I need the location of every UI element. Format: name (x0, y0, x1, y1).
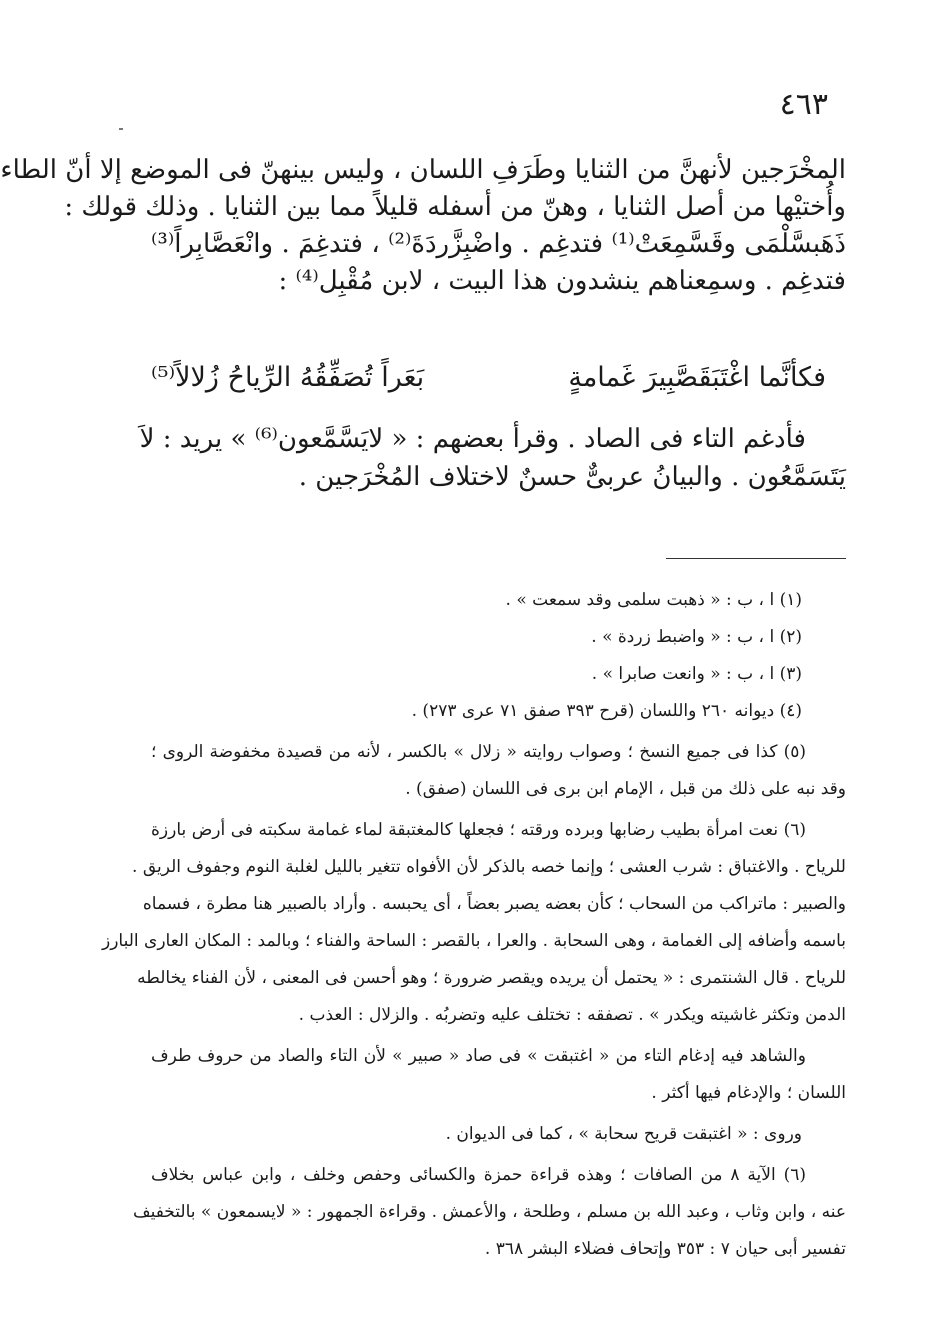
footnote-line: باسمه وأضافه إلى الغمامة ، وهى السحابة . والعرا ، بالقصر : الساحة والفناء ؛ وبالمد : المكان العارى البارز (102, 931, 846, 951)
main-text-line: المخْرَجين لأنهنَّ من الثنايا وطَرَفِ اللسان ، وليس بينهنّ فى الموضع إلا أنّ الطاء (0, 155, 846, 185)
footnote-line: عنه ، وابن وثاب ، وعبد الله بن مسلم ، وطلحة ، والأعمش . وقراءة الجمهور : « لايسمعون » بالتخفيف (132, 1202, 846, 1222)
verse-first-hemistich: فكأنَّما اغْتَبَقَصَّبِيرَ غَمامةٍ (568, 362, 826, 393)
footnote-line: (٥) كذا فى جميع النسخ ؛ وصواب روايته « زلال » بالكسر ، لأنه من قصيدة مخفوضة الروى ؛ (151, 742, 806, 762)
main-text-block (0, 152, 846, 300)
footnote-line: (٣) ا ، ب : « وانعت صابرا » . (591, 664, 802, 684)
page-number: ٤٦٣ (779, 87, 828, 122)
post-verse-line: فأدغم التاء فى الصاد . وقرأ بعضهم : « لايَسَّمَّعون⁽⁶⁾ » يريد : لاَ (139, 424, 806, 454)
post-verse-line: يَتَسَمَّعُون . والبيانُ عربىٌّ حسنٌ لاختلاف المُخْرَجين . (298, 462, 846, 492)
footnote-line: والصبير : ماتراكب من السحاب ؛ كأن بعضه يصبر بعضاً ، أى يحبسه . وأراد بالصبير هنا مطرة ، فسماه (142, 894, 846, 914)
footnote-line: والشاهد فيه إدغام التاء من « اغتبقت » فى صاد « صبير » لأن التاء والصاد من حروف طرف (151, 1046, 806, 1066)
footnote-line: وقد نبه على ذلك من قبل ، الإمام ابن برى فى اللسان (صفق) . (405, 779, 846, 799)
main-text-line: وأُختيْها من أصل الثنايا ، وهنّ من أسفله قليلاً مما بين الثنايا . وذلك قولك : (64, 192, 846, 222)
verse-second-hemistich: بَعَراً تُصَفِّقُهُ الرِّياحُ زُلالاً⁽⁵⁾ (151, 362, 425, 393)
poetry-verse (151, 358, 826, 398)
main-text-line: فتدغِم . وسمِعناهم ينشدون هذا البيت ، لابن مُقْبِل⁽⁴⁾ : (278, 266, 846, 296)
footnote-line: (٢) ا ، ب : « واضبط زردة » . (591, 627, 802, 647)
footnote-separator (666, 558, 846, 559)
footnote-line: وروى : « اغتبقت قريح سحابة » ، كما فى الديوان . (445, 1124, 802, 1144)
footnote-line: (١) ا ، ب : « ذهبت سلمى وقد سمعت » . (505, 590, 802, 610)
footnote-line: للرياح . قال الشنتمرى : « يحتمل أن يريده ويقصر ضرورة ؛ وهو أحسن فى المعنى ، لأن الفناء يخالطه (137, 968, 846, 988)
footnote-line: للرياح . والاغتباق : شرب العشى ؛ وإنما خصه بالذكر لأن الأفواه تتغير بالليل لغلبة النوم وجفوف الريق . (132, 857, 846, 877)
footnote-line: (٦) نعت امرأة بطيب رضابها وبرده ورقته ؛ فجعلها كالمغتبقة لماء غمامة سكبته فى أرض بارزة (151, 820, 806, 840)
footnote-line: تفسير أبى حيان ٧ : ٣٥٣ وإتحاف فضلاء البشر ٣٦٨ . (484, 1239, 846, 1259)
footnote-line: (٤) ديوانه ٢٦٠ واللسان (قرح ٣٩٣ صفق ٧١ عرى ٢٧٣) . (411, 701, 802, 721)
footnote-line: الدمن وتكثر غاشيته ويكدر » . تصفقه : تختلف عليه وتضربُه . والزلال : العذب . (298, 1005, 846, 1025)
main-text-line: ذَهَبسَّلْمَى وقَسَّمِعَتْ⁽¹⁾ فتدغِم . واضْبِزَّردَةَ⁽²⁾ ، فتدغِمَ . وانْعَصَّابِراً⁽³⁾ (151, 229, 846, 259)
footnote-line: اللسان ؛ والإدغام فيها أكثر . (651, 1083, 846, 1103)
post-verse-text (139, 420, 846, 496)
scan-speck (119, 128, 123, 130)
footnotes-block (102, 582, 846, 1268)
footnote-line: (٦) الآية ٨ من الصافات ؛ وهذه قراءة حمزة والكسائى وحفص وخلف ، وابن عباس بخلاف (151, 1165, 806, 1185)
